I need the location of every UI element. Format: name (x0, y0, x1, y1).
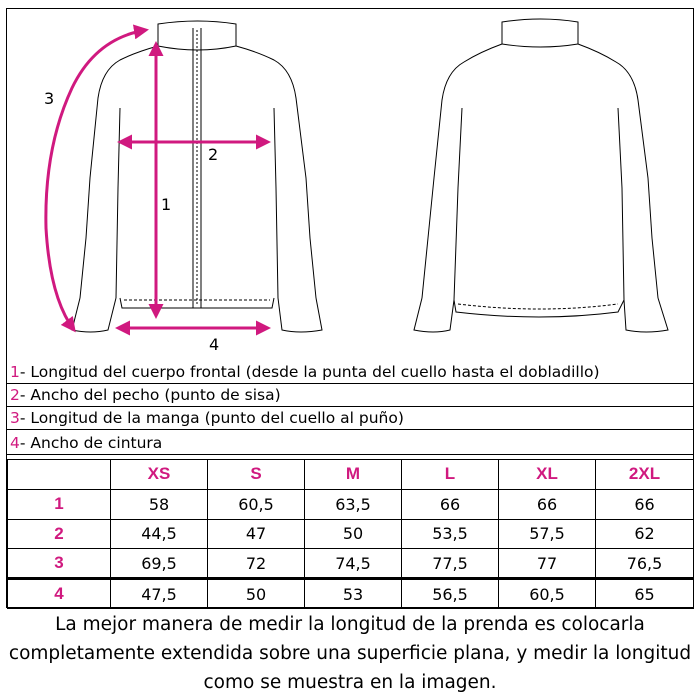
legend-text: - Longitud del cuerpo frontal (desde la punta del cuello hasta el dobladillo) (19, 363, 600, 381)
front-jacket-icon (72, 21, 322, 332)
legend-text: - Ancho del pecho (punto de sisa) (19, 386, 281, 404)
table-cell: 63,5 (305, 489, 402, 519)
measure-4-label: 4 (209, 335, 220, 354)
legend-text: - Ancho de cintura (19, 434, 163, 452)
table-row (8, 549, 694, 579)
measure-3-label: 3 (44, 89, 55, 108)
measurement-note: La mejor manera de medir la longitud de la prenda es colocarla completamente extendida sobre una superficie plana, y medir la longitud como se muestra en la imagen. (8, 614, 692, 693)
table-cell: 72 (208, 549, 305, 579)
legend-num: 3 (10, 409, 20, 427)
table-cell: 50 (208, 579, 305, 609)
table-cell: 56,5 (402, 579, 499, 609)
table-cell: 69,5 (111, 549, 208, 579)
legend-num: 1 (10, 363, 20, 381)
back-jacket-icon (414, 19, 668, 332)
legend-item-1 (7, 361, 693, 384)
table-header-row (8, 460, 694, 490)
table-cell: 53,5 (402, 519, 499, 549)
table-cell: 60,5 (499, 579, 596, 609)
table-row (8, 519, 694, 549)
column-header: XS (111, 460, 208, 490)
table-cell: 65 (596, 579, 694, 609)
legend-item-4 (7, 432, 693, 455)
measurement-lines (46, 30, 268, 330)
column-header: 2XL (596, 460, 694, 490)
legend-num: 2 (10, 386, 20, 404)
table-cell: 77,5 (402, 549, 499, 579)
table-cell: 50 (305, 519, 402, 549)
legend-text: - Longitud de la manga (punto del cuello al puño) (19, 409, 404, 427)
jacket-diagram (6, 8, 694, 360)
table-row (8, 489, 694, 519)
column-header: XL (499, 460, 596, 490)
row-header: 1 (8, 489, 111, 519)
measure-2-label: 2 (208, 145, 219, 164)
table-cell: 57,5 (499, 519, 596, 549)
table-cell: 44,5 (111, 519, 208, 549)
row-header: 4 (8, 579, 111, 609)
table-cell: 66 (596, 489, 694, 519)
size-table (7, 459, 694, 609)
column-header (8, 460, 111, 490)
measure-1-label: 1 (161, 195, 172, 214)
legend-item-2 (7, 384, 693, 407)
column-header: L (402, 460, 499, 490)
legend-num: 4 (10, 434, 20, 452)
measure-3-line (46, 30, 146, 330)
legend-item-3 (7, 407, 693, 430)
table-cell: 76,5 (596, 549, 694, 579)
row-header: 3 (8, 549, 111, 579)
table-cell: 60,5 (208, 489, 305, 519)
row-header: 2 (8, 519, 111, 549)
table-cell: 74,5 (305, 549, 402, 579)
table-cell: 66 (402, 489, 499, 519)
table-cell: 66 (499, 489, 596, 519)
table-cell: 53 (305, 579, 402, 609)
table-cell: 62 (596, 519, 694, 549)
table-cell: 47 (208, 519, 305, 549)
table-cell: 58 (111, 489, 208, 519)
column-header: M (305, 460, 402, 490)
table-cell: 77 (499, 549, 596, 579)
table-cell: 47,5 (111, 579, 208, 609)
table-row (8, 579, 694, 609)
column-header: S (208, 460, 305, 490)
